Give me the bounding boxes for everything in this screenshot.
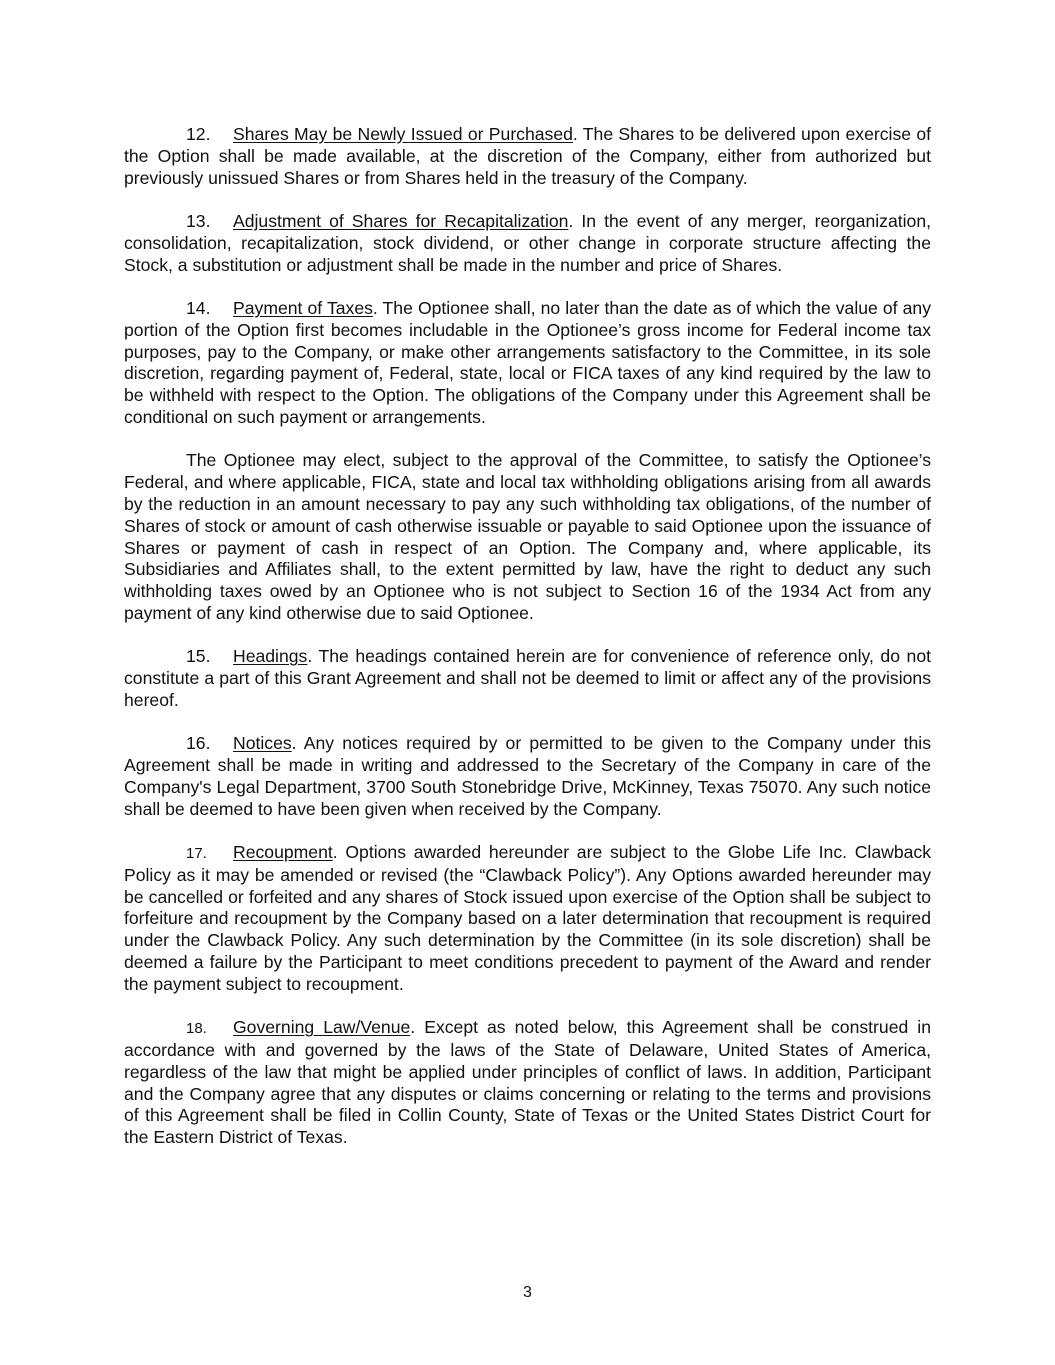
- section-number: 16.: [186, 733, 211, 754]
- section-14-continuation: The Optionee may elect, subject to the approval of the Committee, to satisfy the Optionee’s Federal, and where applicable, FICA, state and local tax withholding obligations arising from all awards by the reduction in an amount necessary to pay any such withholding tax obligations, of the number of Shares of stock or amount of cash otherwise issuable or payable to said Optionee upon the issuance of Shares or payment of cash in respect of an Option. The Company and, where applicable, its Subsidiaries and Affiliates shall, to the extent permitted by law, have the right to deduct any such withholding taxes owed by an Optionee who is not subject to Section 16 of the 1934 Act from any payment of any kind otherwise due to said Optionee.: [124, 450, 931, 623]
- section-heading: Notices: [233, 733, 292, 754]
- section-number: 13.: [186, 210, 211, 231]
- section-body: . Any notices required by or permitted to be given to the Company under this Agreement shall be made in writing and addressed to the Secretary of the Company in care of the Company's Legal Department, 3700 South Stonebridge Drive, McKinney, Texas 75070. Any such notice shall be deemed to have been given when received by the Company.: [124, 733, 931, 819]
- section-body: . In the event of any merger, reorganization, consolidation, recapitalization, stock dividend, or other change in corporate structure affecting the Stock, a substitution or adjustment shall be made in the number and price of Shares.: [124, 210, 931, 275]
- section-number: 17.: [186, 845, 207, 863]
- section-12: [124, 124, 931, 189]
- document-page: [124, 124, 931, 1171]
- section-18: [124, 1017, 931, 1149]
- section-16: [124, 733, 931, 820]
- section-heading: Headings: [233, 646, 308, 667]
- section-body: . Options awarded hereunder are subject to the Globe Life Inc. Clawback Policy as it may be amended or revised (the “Clawback Policy”). Any Options awarded hereunder may be cancelled or forfeited and any shares of Stock issued upon exercise of the Option shall be subject to forfeiture and recoupment by the Company based on a later determination that recoupment is required under the Clawback Policy. Any such determination by the Committee (in its sole discretion) shall be deemed a failure by the Participant to meet conditions precedent to payment of the Award and render the payment subject to recoupment.: [124, 842, 931, 994]
- page-number: 3: [523, 1284, 532, 1301]
- section-number: 14.: [186, 297, 211, 318]
- section-15: [124, 646, 931, 711]
- section-14: [124, 298, 931, 429]
- section-body: . The Shares to be delivered upon exercise of the Option shall be made available, at the discretion of the Company, either from authorized but previously unissued Shares or from Shares held in the treasury of the Company.: [124, 124, 932, 188]
- section-number: 15.: [186, 646, 211, 667]
- section-body: . Except as noted below, this Agreement shall be construed in accordance with and governed by the laws of the State of Delaware, United States of America, regardless of the law that might be applied under principles of conflict of laws. In addition, Participant and the Company agree that any disputes or claims concerning or relating to the terms and provisions of this Agreement shall be filed in Collin County, State of Texas or the United States District Court for the Eastern District of Texas.: [124, 1017, 931, 1148]
- section-17: [124, 842, 931, 996]
- section-number: 18.: [186, 1020, 207, 1038]
- section-heading: Shares May be Newly Issued or Purchased: [233, 124, 573, 144]
- section-body: . The Optionee shall, no later than the date as of which the value of any portion of the Option first becomes includable in the Optionee’s gross income for Federal income tax purposes, pay to the Company, or make other arrangements satisfactory to the Committee, in its sole discretion, regarding payment of, Federal, state, local or FICA taxes of any kind required by the law to be withheld with respect to the Option. The obligations of the Company under this Agreement shall be conditional on such payment or arrangements.: [124, 297, 931, 427]
- section-heading: Payment of Taxes: [233, 297, 373, 318]
- section-heading: Governing Law/Venue: [233, 1017, 411, 1038]
- section-number: 12.: [186, 124, 211, 144]
- section-heading: Recoupment: [233, 842, 333, 863]
- section-13: [124, 211, 931, 276]
- section-heading: Adjustment of Shares for Recapitalization: [233, 210, 569, 231]
- section-body: . The headings contained herein are for convenience of reference only, do not constitute a part of this Grant Agreement and shall not be deemed to limit or affect any of the provisions hereof.: [124, 646, 931, 710]
